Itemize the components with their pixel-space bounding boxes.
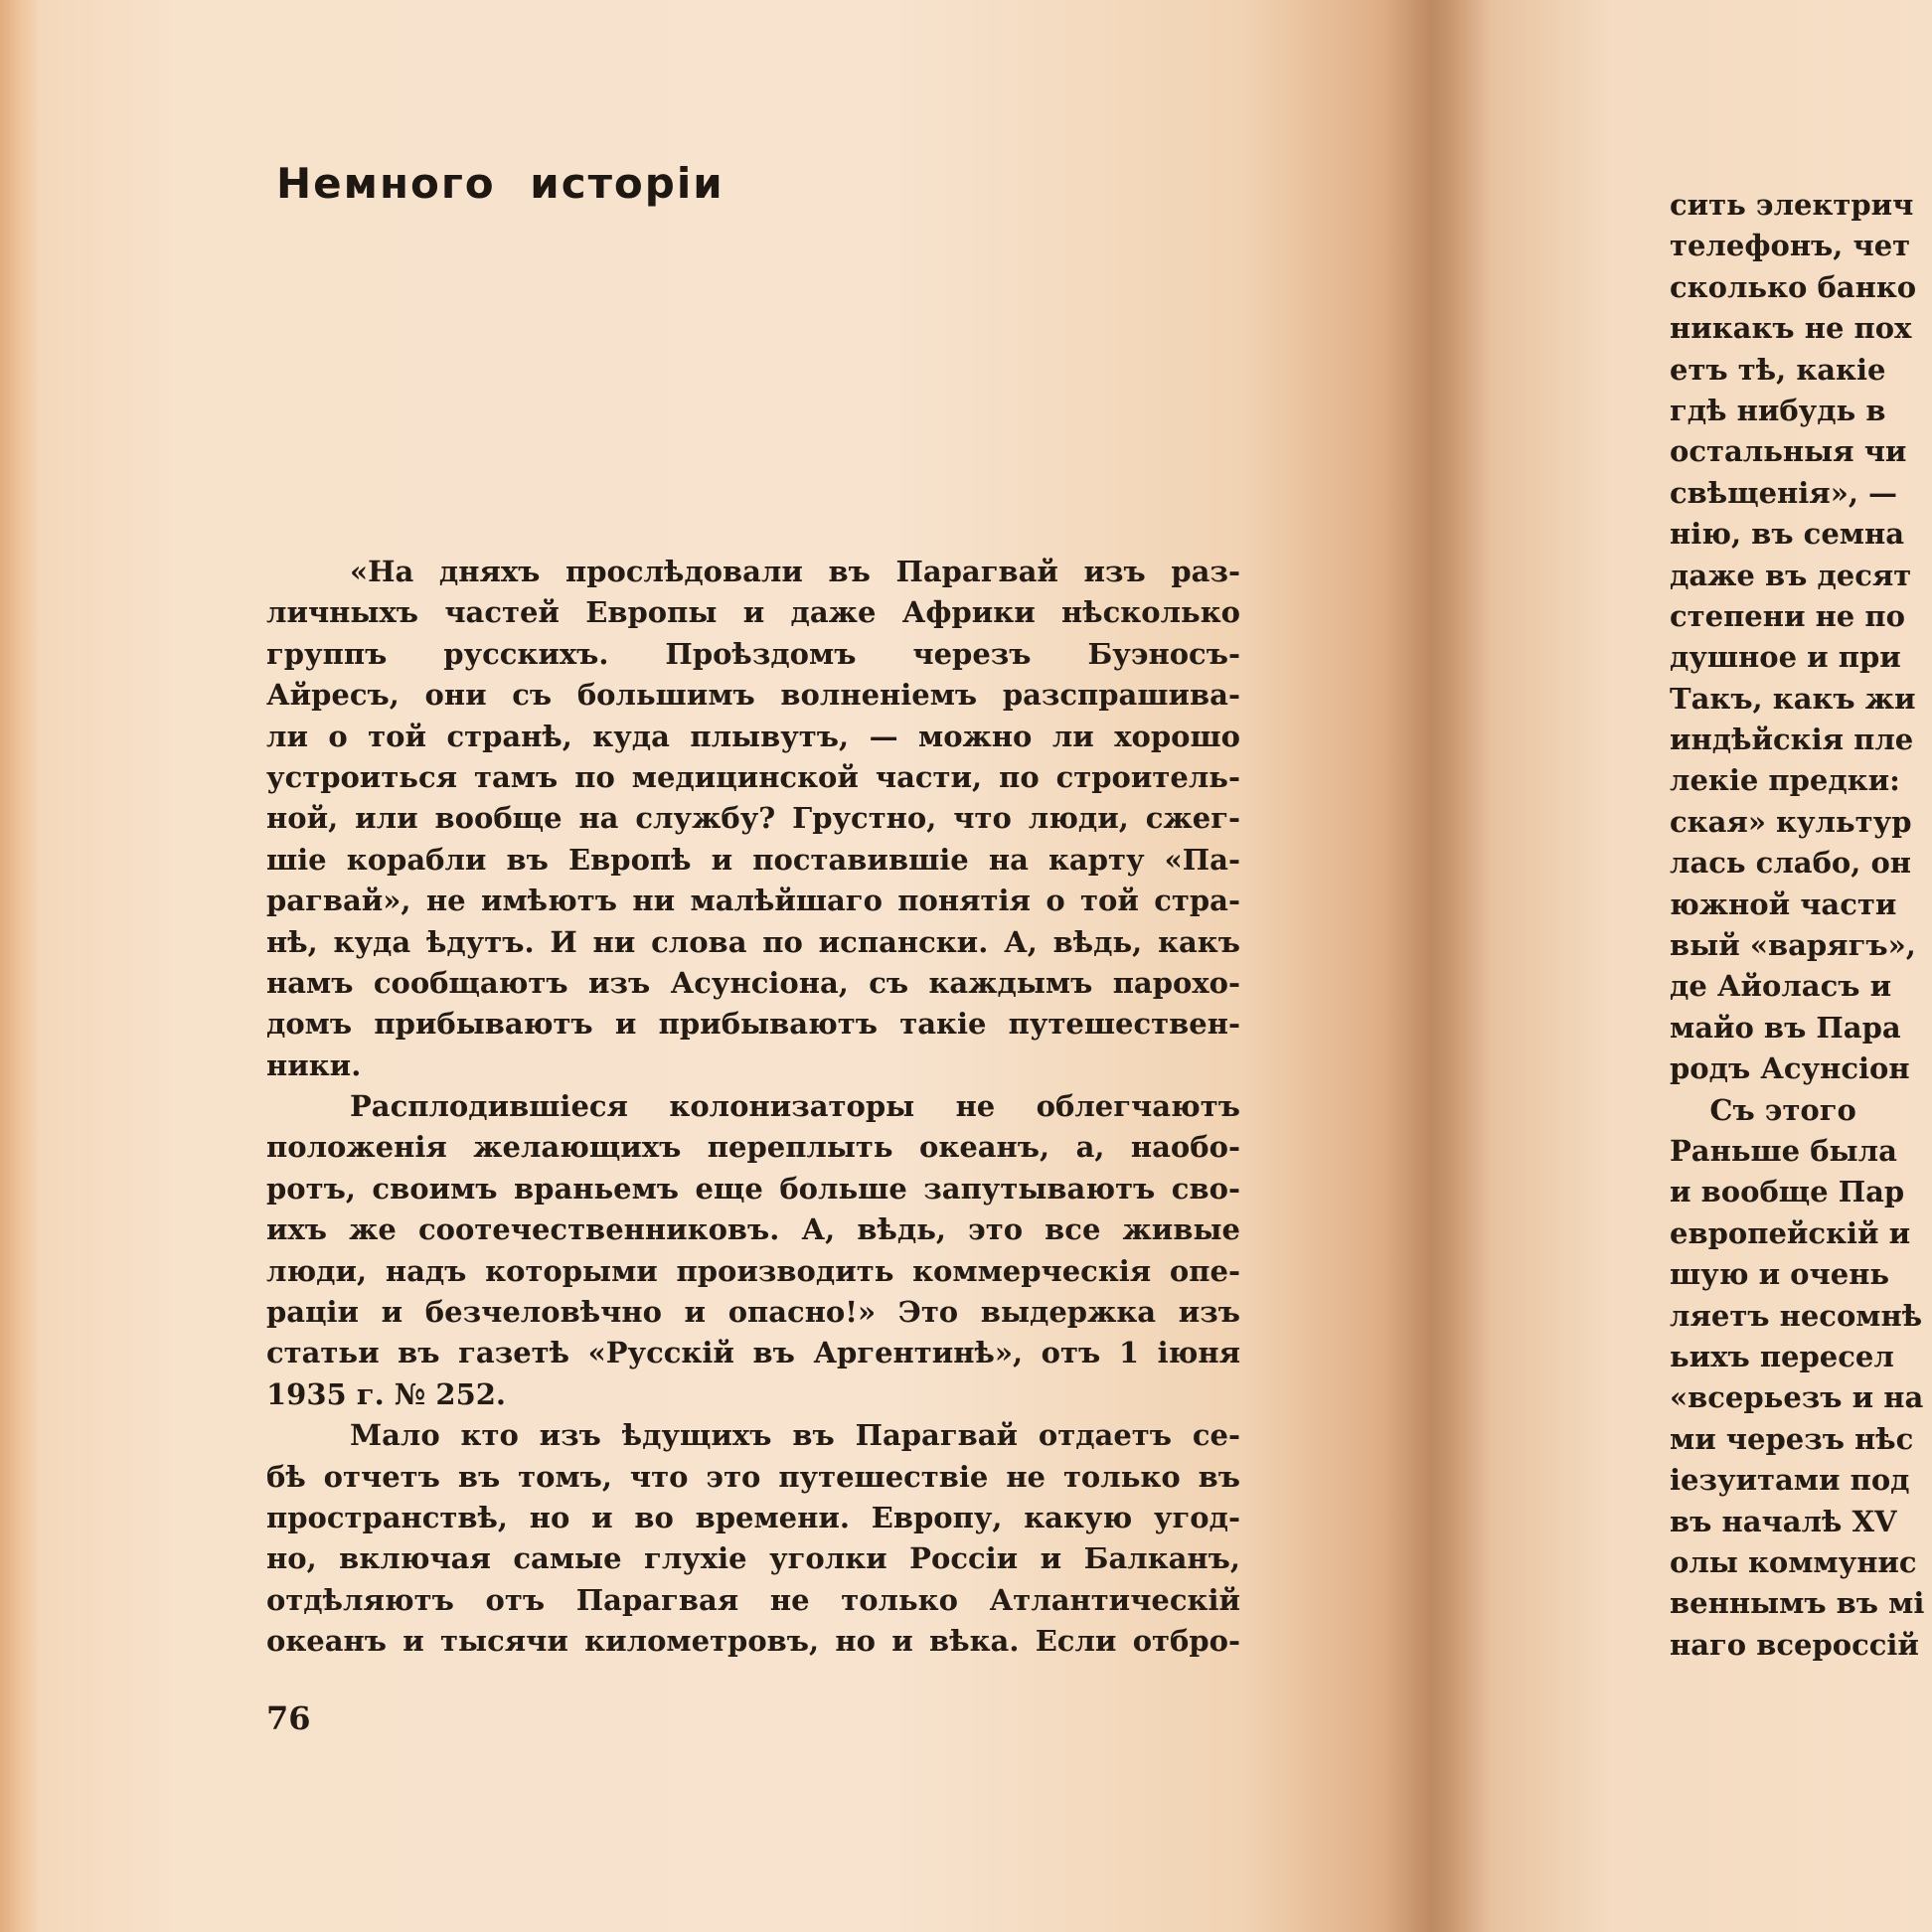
left-page-body-text <box>266 552 1240 1663</box>
text-line: группъ русскихъ. Проѣздомъ черезъ Буэносъ- <box>266 636 1240 671</box>
text-line: душное и при <box>1670 640 1901 675</box>
text-line: люди, надъ которыми производить коммерческія опе- <box>266 1253 1240 1288</box>
text-line: бѣ отчетъ въ томъ, что это путешествіе не только въ <box>266 1459 1240 1494</box>
page-number: 76 <box>266 1699 311 1737</box>
text-line: олы коммунис <box>1670 1544 1917 1579</box>
text-line: Расплодившіеся колонизаторы не облегчаютъ <box>350 1089 1240 1124</box>
text-line: іезуитами под <box>1670 1463 1910 1498</box>
text-line: пространствѣ, но и во времени. Европу, какую угод- <box>266 1500 1240 1534</box>
text-line: лась слабо, он <box>1670 846 1912 881</box>
text-line: Такъ, какъ жи <box>1670 681 1916 716</box>
text-line: степени не по <box>1670 598 1905 633</box>
text-line: ми черезъ нѣс <box>1670 1421 1914 1456</box>
text-line: веннымъ въ мі <box>1670 1586 1925 1621</box>
text-line: раціи и безчеловѣчно и опасно!» Это выдержка изъ <box>266 1295 1240 1330</box>
text-line: Мало кто изъ ѣдущихъ въ Парагвай отдаетъ се- <box>350 1418 1240 1453</box>
right-page-body-text <box>1670 185 1932 1666</box>
text-line: океанъ и тысячи километровъ, но и вѣка. Если отбро- <box>266 1624 1240 1659</box>
text-line: де Айоласъ и <box>1670 969 1892 1004</box>
text-line: ская» культур <box>1670 804 1912 839</box>
text-line: «всерьезъ и на <box>1670 1380 1924 1415</box>
text-line: шіе корабли въ Европѣ и поставившіе на карту «Па- <box>266 842 1240 877</box>
text-line: отдѣляютъ отъ Парагвая не только Атлантическій <box>266 1582 1240 1617</box>
text-line: сколько банко <box>1670 269 1917 304</box>
text-line: положенія желающихъ переплыть океанъ, а, наобо- <box>266 1130 1240 1165</box>
text-line: шую и очень <box>1670 1257 1890 1292</box>
text-line: южной части <box>1670 886 1897 921</box>
text-line: Раньше была <box>1670 1133 1897 1168</box>
text-line: статьи въ газетѣ «Русскій въ Аргентинѣ», отъ 1 іюня <box>266 1336 1240 1370</box>
text-line: Айресъ, они съ большимъ волненіемъ разспрашива- <box>266 678 1240 713</box>
text-line: ники. <box>266 1047 362 1082</box>
text-line: телефонъ, чет <box>1670 229 1911 263</box>
text-line: гдѣ нибудь в <box>1670 393 1886 427</box>
text-line: сить электрич <box>1670 188 1914 222</box>
text-line: ляетъ несомнѣ <box>1670 1298 1923 1333</box>
text-line: лекіе предки: <box>1670 763 1900 798</box>
text-line: ли о той странѣ, куда плывутъ, — можно ли хорошо <box>266 719 1240 753</box>
text-line: свѣщенія», — <box>1670 475 1898 510</box>
text-line: ротъ, своимъ враньемъ еще больше запутываютъ сво- <box>266 1171 1240 1206</box>
text-line: ной, или вообще на службу? Грустно, что люди, сжег- <box>266 801 1240 836</box>
text-line: наго всероссій <box>1670 1627 1919 1662</box>
text-line: майо въ Пара <box>1670 1010 1901 1045</box>
text-line: рагвай», не имѣютъ ни малѣйшаго понятія о той стра- <box>266 884 1240 918</box>
left-page <box>266 149 1240 1898</box>
text-line: въ началѣ XV <box>1670 1504 1897 1538</box>
text-line: 1935 г. № 252. <box>266 1376 507 1411</box>
text-line: ьихъ пересел <box>1670 1339 1894 1373</box>
text-line: и вообще Пар <box>1670 1175 1905 1209</box>
text-line: устроиться тамъ по медицинской части, по строитель- <box>266 759 1240 794</box>
text-line: домъ прибываютъ и прибываютъ такіе путешествен- <box>266 1007 1240 1042</box>
text-line: европейскій и <box>1670 1215 1911 1250</box>
text-line: личныхъ частей Европы и даже Африки нѣсколько <box>266 595 1240 630</box>
text-line: индѣйскія пле <box>1670 723 1914 757</box>
text-line: даже въ десят <box>1670 558 1912 592</box>
text-line: вый «варягъ», <box>1670 928 1916 963</box>
text-line: нію, въ семна <box>1670 517 1904 552</box>
text-line: Съ этого <box>1670 1092 1856 1127</box>
page-edge-shadow <box>0 0 40 1932</box>
text-line: родъ Асунсіон <box>1670 1051 1910 1086</box>
text-line: «На дняхъ прослѣдовали въ Парагвай изъ раз- <box>350 555 1240 588</box>
text-line: етъ тѣ, какіе <box>1670 352 1886 387</box>
text-line: никакъ не пох <box>1670 311 1912 346</box>
text-line: остальныя чи <box>1670 434 1907 469</box>
text-line: ихъ же соотечественниковъ. А, вѣдь, это все живые <box>266 1212 1240 1247</box>
text-line: намъ сообщаютъ изъ Асунсіона, съ каждымъ парохо- <box>266 965 1240 1000</box>
right-page <box>1670 185 1932 1775</box>
chapter-title: Немного исторіи <box>276 159 724 208</box>
text-line: нѣ, куда ѣдутъ. И ни слова по испански. А, вѣдь, какъ <box>266 924 1240 959</box>
text-line: но, включая самые глухіе уголки Россіи и Балканъ, <box>266 1541 1240 1576</box>
